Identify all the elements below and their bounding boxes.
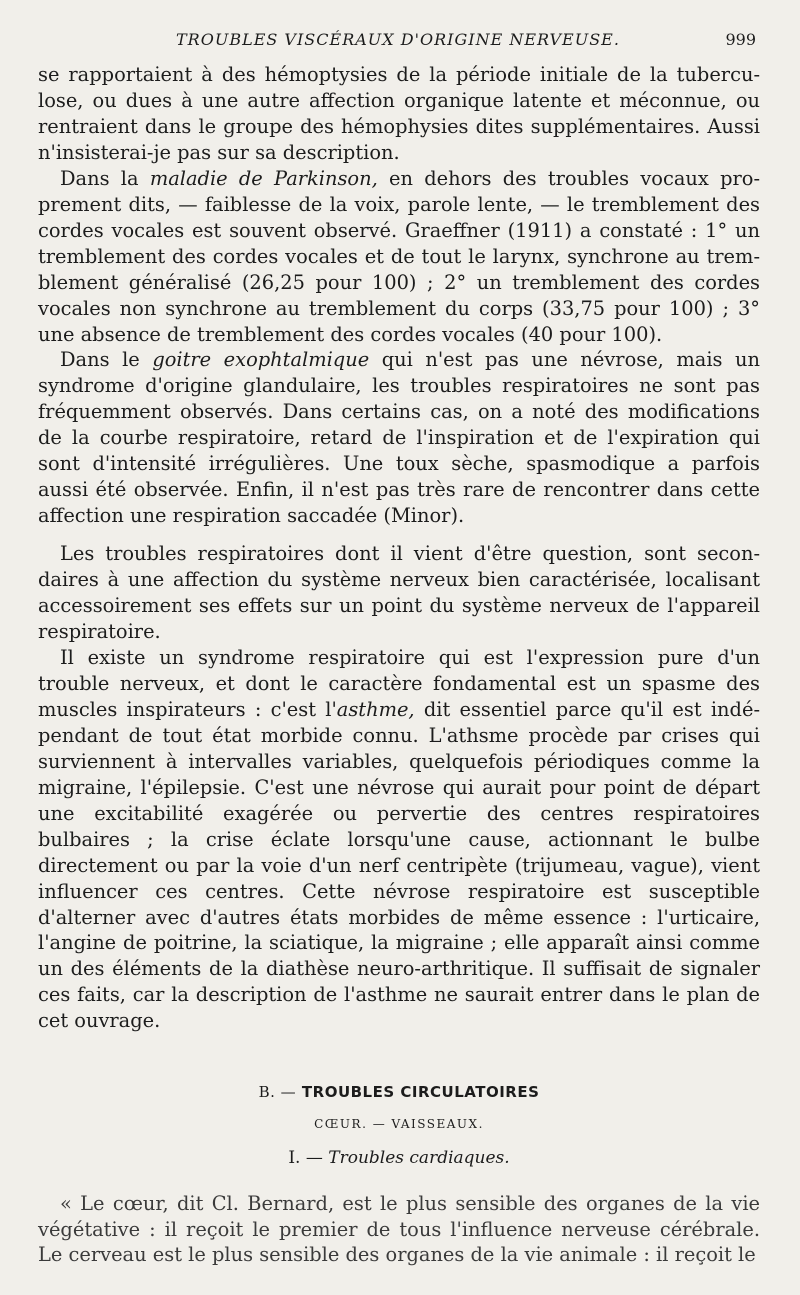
running-title: TROUBLES VISCÉRAUX D'ORIGINE NERVEUSE.	[176, 30, 620, 49]
paragraph-3-text-before: Dans le	[60, 348, 153, 372]
paragraph-5-text-before: Il existe un syndrome respiratoire qui est l'expression pure d'un trouble nerveux, et dont le caractère fondamental est un spasme des muscles inspirateurs : c'est l'	[38, 645, 760, 721]
section-heading	[38, 1080, 760, 1170]
running-head	[38, 30, 756, 52]
paragraph-2	[38, 166, 760, 348]
section-title-text: TROUBLES CIRCULATOIRES	[301, 1083, 540, 1101]
chapter-title: Troubles cardiaques.	[328, 1148, 510, 1168]
section-subtitle: CŒUR. — VAISSEAUX.	[314, 1117, 484, 1131]
section-title	[38, 1080, 760, 1104]
paragraph-4-text: Les troubles respiratoires dont il vient d'être question, sont secondaires à une affection du système nerveux bien caractérisée, localisant accessoirement ses effets sur un point du système nerveux de l'appareil respiratoire.	[38, 542, 760, 644]
page-number: 999	[725, 30, 756, 49]
paragraph-5	[38, 645, 760, 1034]
chapter-heading	[38, 1146, 760, 1170]
section-letter: B. —	[258, 1083, 297, 1101]
paragraph-3	[38, 347, 760, 529]
paragraph-2-text-after: en dehors des troubles vocaux proprement dits, — faiblesse de la voix, parole lente, — le tremblement des cordes vocales est souvent observé. Graeffner (1911) a constaté : 1° un tremblement des cordes vocales et de tout le larynx, synchrone au tremblement généralisé (26,25 pour 100) ; 2° un tremblement des cordes vocales non synchrone au tremblement du corps (33,75 pour 100) ; 3° une absence de tremblement des cordes vocales (40 pour 100).	[38, 166, 760, 346]
paragraph-5-emphasis: asthme,	[336, 697, 415, 721]
paragraph-1-text: se rapportaient à des hémoptysies de la période initiale de la tuberculose, ou dues à une autre affection organique latente et méconnue, ou rentraient dans le groupe des hémophysies dites supplémentaires. Aussi n'insisterai-je pas sur sa description.	[38, 63, 760, 164]
closing-paragraph: « Le cœur, dit Cl. Bernard, est le plus sensible des organes de la vie végétative : il reçoit le premier de tous l'influence nerveuse cérébrale. Le cerveau est le plus sensible des organes de la vie animale : il reçoit le	[38, 1192, 760, 1267]
closing-text	[38, 1191, 760, 1268]
paragraph-1	[38, 62, 760, 166]
paragraph-2-text-before: Dans la	[60, 166, 150, 190]
paragraph-3-text-after: qui n'est pas une névrose, mais un syndrome d'origine glandulaire, les troubles respiratoires ne sont pas fréquemment observés. Dans certains cas, on a noté des modifications de la courbe respiratoire, retard de l'inspiration et de l'expiration qui sont d'intensité irrégulières. Une toux sèche, spasmodique a parfois aussi été observée. Enfin, il n'est pas très rare de rencontrer dans cette affection une respiration saccadée (Minor).	[38, 348, 760, 528]
paragraph-5-text-after: dit essentiel parce qu'il est indépendant de tout état morbide connu. L'athsme procède par crises qui surviennent à intervalles variables, quelquefois périodiques comme la migraine, l'épilepsie. C'est une névrose qui aurait pour point de départ une excitabilité exagérée ou pervertie des centres respiratoires bulbaires ; la crise éclate lorsqu'une cause, actionnant le bulbe directement ou par la voie d'un nerf centripète (trijumeau, vague), vient influencer ces centres. Cette névrose respiratoire est susceptible d'alterner avec d'autres états morbides de même essence : l'urticaire, l'angine de poitrine, la sciatique, la migraine ; elle apparaît ainsi comme un des éléments de la diathèse neuro-arthritique. Il suffisait de signaler ces faits, car la description de l'asthme ne saurait entrer dans le plan de cet ouvrage.	[38, 697, 760, 1033]
body-text	[38, 62, 760, 1034]
paragraph-2-emphasis: maladie de Parkinson,	[149, 166, 378, 190]
paragraph-3-emphasis: goitre exophtalmique	[152, 348, 370, 372]
chapter-number: I. —	[288, 1148, 323, 1168]
paragraph-4	[38, 541, 760, 645]
